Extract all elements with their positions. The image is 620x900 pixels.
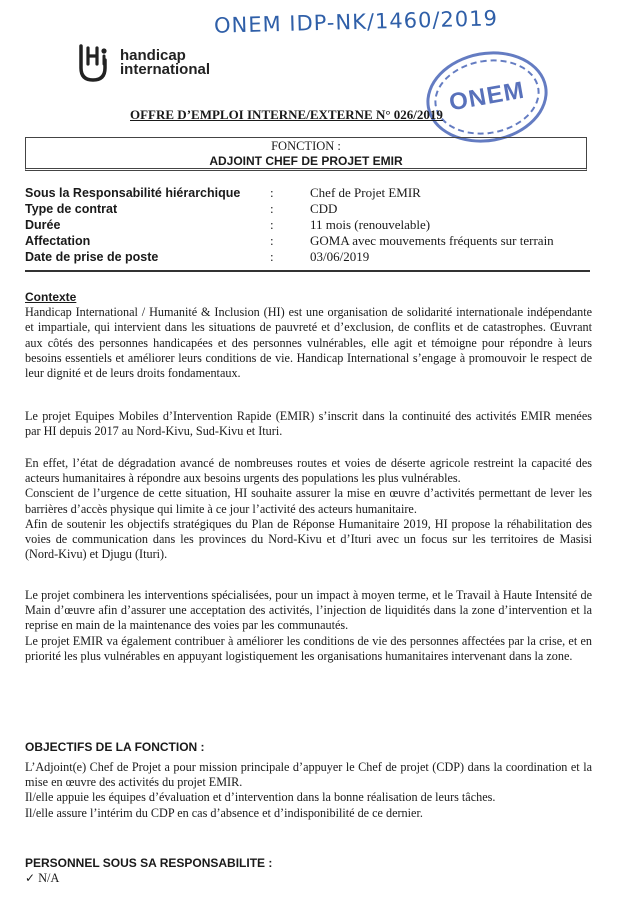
info-row: [25, 185, 595, 201]
info-divider: [25, 270, 590, 272]
info-row: [25, 249, 595, 265]
handwritten-reference: ONEM IDP-NK/1460/2019: [213, 6, 499, 38]
objectives-paragraph: L’Adjoint(e) Chef de Projet a pour mission principale d’appuyer le Chef de projet (CDP) dans la coordination et la mise en œuvre des activités du projet EMIR.: [25, 760, 592, 790]
context-heading: Contexte: [25, 290, 77, 304]
info-row: [25, 233, 595, 249]
info-colon: :: [270, 185, 274, 200]
fonction-label: FONCTION :: [271, 139, 341, 153]
offer-title: OFFRE D’EMPLOI INTERNE/EXTERNE N° 026/2019: [130, 107, 443, 122]
hi-hand-icon: [72, 42, 114, 84]
info-row: [25, 201, 595, 217]
context-paragraph: Le projet combinera les interventions spécialisées, pour un impact à moyen terme, et le Travail à Haute Intensité de Main d’œuvre afin d’assurer une acceptation des activités, l’injection de liquidités dans la zone d’intervention et la reprise en main de la maintenance des voies par les communautés.: [25, 588, 592, 633]
context-paragraph: Conscient de l’urgence de cette situation, HI souhaite assurer la mise en œuvre d’activités permettant de lever les barrières d’accès physique qui limite à ce jour l’activité des acteurs humanitaire.: [25, 486, 592, 516]
objectives-paragraph: Il/elle assure l’intérim du CDP en cas d’absence et d’indisponibilité de ce dernier.: [25, 805, 423, 820]
info-value: GOMA avec mouvements fréquents sur terrain: [310, 233, 554, 248]
info-value: 11 mois (renouvelable): [310, 217, 431, 232]
logo-line-1: handicap: [120, 47, 186, 64]
info-label: Affectation: [25, 234, 91, 248]
info-colon: :: [270, 249, 274, 264]
info-colon: :: [270, 217, 274, 232]
objectives-section: [25, 760, 592, 821]
context-section-roads: [25, 456, 592, 562]
objectives-paragraph: Il/elle appuie les équipes d’évaluation et d’intervention dans la bonne réalisation de leurs tâches.: [25, 790, 496, 805]
info-label: Durée: [25, 218, 61, 232]
context-section-emir: [25, 409, 592, 439]
context-paragraph: Le projet Equipes Mobiles d’Intervention Rapide (EMIR) s’inscrit dans la continuité des activités EMIR menées par HI depuis 2017 au Nord-Kivu, Sud-Kivu et Ituri.: [25, 409, 592, 439]
job-info-table: [25, 185, 595, 265]
objectives-heading-block: [25, 740, 592, 755]
stamp-text: ONEM: [447, 76, 527, 117]
personnel-heading: PERSONNEL SOUS SA RESPONSABILITE :: [25, 856, 273, 870]
context-paragraph: Handicap International / Humanité & Inclusion (HI) est une organisation de solidarité internationale indépendante et impartiale, qui intervient dans les situations de pauvreté et d’exclusion, de conflits et de catastrophes. Œuvrant aux côtés des personnes handicapées et des personnes vulnérables, elle agit et témoigne pour répondre à leurs besoins essentiels et améliorer leurs conditions de vie. Handicap International s’engage à promouvoir le respect de leur dignité et de leurs droits fondamentaux.: [25, 305, 592, 381]
context-paragraph: Le projet EMIR va également contribuer à améliorer les conditions de vie des personnes affectées par la crise, et en priorité les plus vulnérables en appuyant logistiquement les organisations humanitaires intervenant dans la zone.: [25, 633, 592, 663]
info-row: [25, 217, 595, 233]
handicap-international-logo: [72, 42, 210, 84]
fonction-title: ADJOINT CHEF DE PROJET EMIR: [209, 154, 403, 168]
context-paragraph: Afin de soutenir les objectifs stratégiques du Plan de Réponse Humanitaire 2019, HI propose la réhabilitation des voies de communication dans les provinces du Nord-Kivu et d’Ituri avec un focus sur les territoires de Masisi (Nord-Kivu) et Djugu (Ituri).: [25, 516, 592, 562]
info-colon: :: [270, 201, 274, 216]
info-value: Chef de Projet EMIR: [310, 185, 421, 200]
logo-line-2: international: [120, 61, 211, 78]
onem-stamp: [419, 42, 555, 152]
info-value: 03/06/2019: [310, 249, 370, 264]
personnel-item: ✓ N/A: [25, 871, 60, 886]
personnel-section: [25, 856, 592, 886]
info-label: Sous la Responsabilité hiérarchique: [25, 186, 241, 200]
info-label: Type de contrat: [25, 202, 118, 216]
info-label: Date de prise de poste: [25, 250, 159, 264]
context-section: [25, 290, 592, 381]
fonction-box: [25, 137, 587, 171]
context-section-project: [25, 588, 592, 664]
info-value: CDD: [310, 201, 338, 216]
info-colon: :: [270, 233, 274, 248]
objectives-heading: OBJECTIFS DE LA FONCTION :: [25, 740, 205, 754]
context-paragraph: En effet, l’état de dégradation avancé de nombreuses routes et voies de déserte agricole restreint la capacité des acteurs humanitaires à répondre aux besoins urgents des populations les plus vulnérables.: [25, 456, 592, 486]
